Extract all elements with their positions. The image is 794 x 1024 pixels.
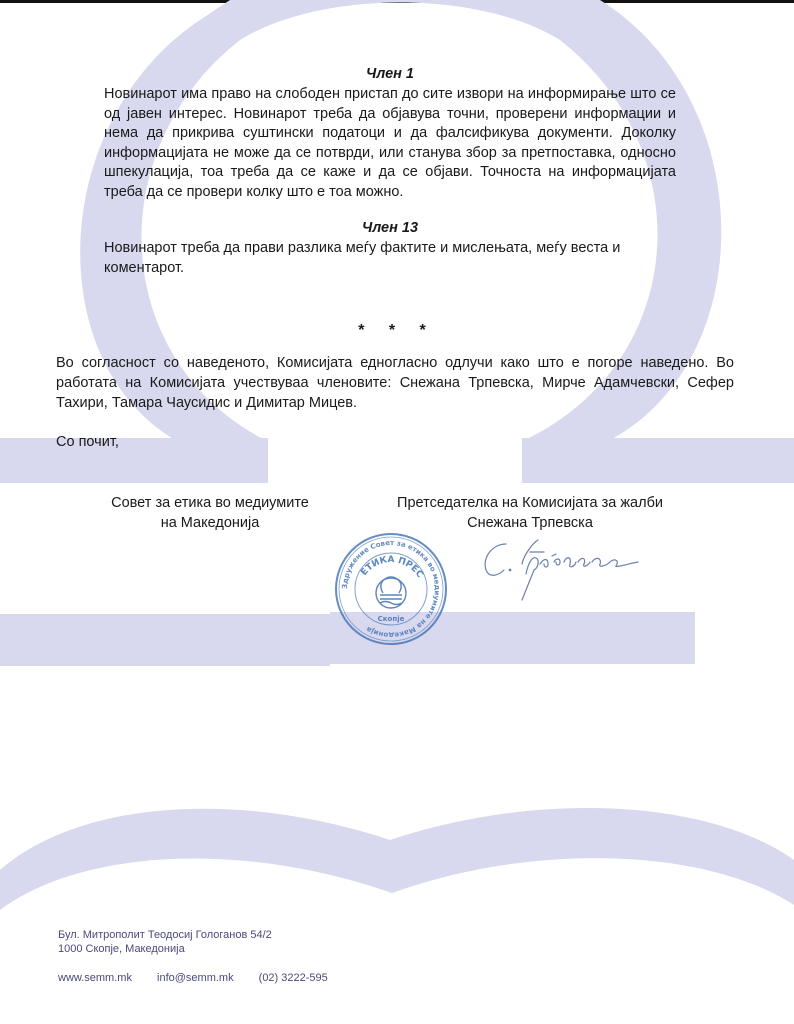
stamp-ring-text: Здружение Совет за етика во медиумите на Македонија: [340, 538, 442, 640]
article-1-title: Член 1: [365, 66, 414, 82]
footer-contacts: [58, 972, 350, 984]
article-13-text: Новинарот треба да прави разлика меѓу фактите и мислењата, меѓу веста и коментарот.: [104, 240, 621, 276]
omega-scales-icon: [376, 577, 406, 608]
council-name-line1: Совет за етика во медиумите: [111, 495, 309, 511]
closing-greeting: Со почит,: [56, 434, 119, 450]
footer-email-link[interactable]: info@semm.mk: [157, 972, 234, 984]
signature-block-chair: [380, 494, 680, 533]
footer-website-link[interactable]: www.semm.mk: [58, 972, 132, 984]
footer-address: [58, 928, 272, 956]
footer-address-line1: Бул. Митрополит Теодосиј Гологанов 54/2: [58, 929, 272, 941]
stamp-city: Скопје: [377, 615, 405, 623]
handwritten-signature: [478, 534, 658, 604]
article-1-text: Новинарот има право на слободен пристап до сите извори на информирање што се од јавен интерес. Новинарот треба да објавува точни, проверени информации и нема да прикрива суштински податоци и да фалсификува документи. Доколку информацијата не може да се потврди, или станува збор за претпоставка, односно шпекулација, тоа треба да се каже и да се објави. Точноста на информацијата треба да се провери колку што е тоа можно.: [104, 86, 676, 200]
signature-block-council: [90, 494, 330, 533]
footer-phone: (02) 3222-595: [258, 972, 328, 984]
section-separator: * * *: [358, 322, 436, 339]
article-13-title: Член 13: [361, 220, 419, 236]
stamp-center-text: ЕТИКА ПРЕС: [359, 555, 425, 580]
svg-text:Здружение Совет за етика во ме: [341, 539, 441, 639]
footer-address-line2: 1000 Скопје, Македонија: [58, 943, 185, 955]
conclusion-paragraph: Во согласност со наведеното, Комисијата едногласно одлучи како што е погоре наведено. Во работата на Комисијата учествуваа членовите: Снежана Трпевска, Мирче Адамчевски, Сефер Тахири, Тамара Чаусидис и Димитар Мицев.: [56, 355, 734, 411]
council-name-line2: на Македонија: [160, 514, 260, 531]
chair-name: Снежана Трпевска: [467, 514, 593, 531]
chair-title: Претседателка на Комисијата за жалби: [397, 495, 663, 511]
official-stamp: [333, 531, 449, 647]
